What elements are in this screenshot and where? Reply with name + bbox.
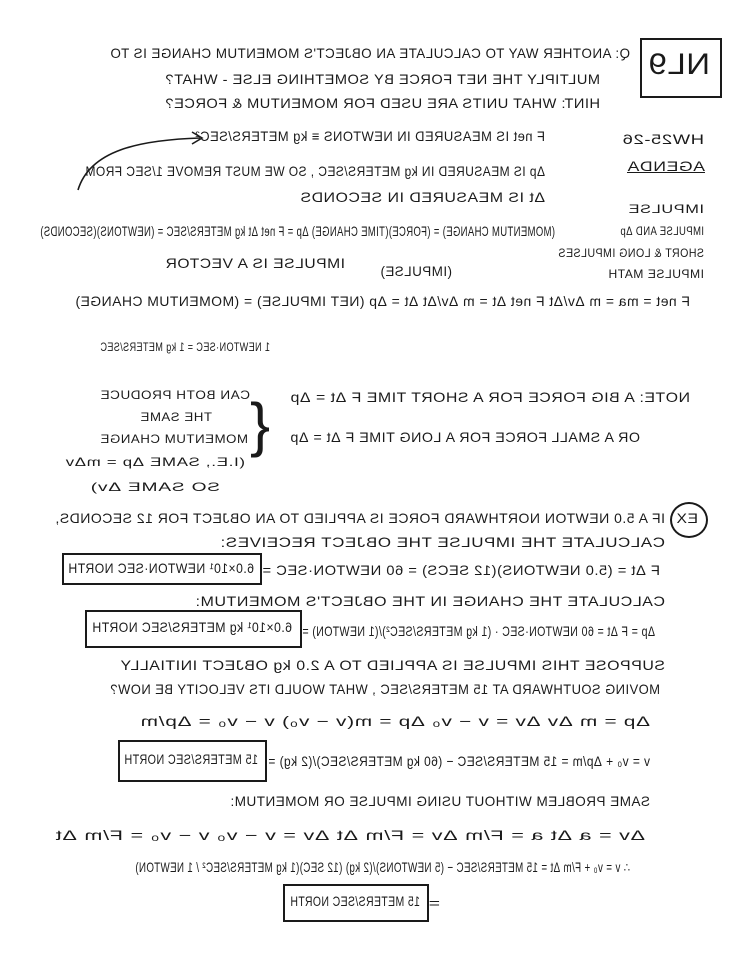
example-line: CALCULATE THE CHANGE IN THE OBJECT'S MOMENTUM: [195,593,665,609]
units-line: F net IS MEASURED IN NEWTONS ≡ kg METERS/SEC² [195,128,545,144]
impulse-label: (IMPULSE) [380,263,452,279]
ie-line: (I.E., SAME Δp = mΔv [65,455,245,469]
agenda-title: AGENDA [627,158,705,174]
note-line: NOTE: A BIG FORCE FOR A SHORT TIME F Δt = Δp [289,389,690,405]
lesson-code: NL9 [648,48,710,81]
impulse-equation: (MOMENTUM CHANGE) = (FORCE)(TIME CHANGE) Δp = F net Δt kg METERS/SEC = (NEWTONS)(SECONDS) [40,223,555,239]
unit-equivalence: 1 NEWTON·SEC = 1 kg METERS/SEC [100,340,270,354]
brace-line: THE SAME [140,410,212,424]
question-line: HINT: WHAT UNITS ARE USED FOR MOMENTUM & FORCE? [164,95,600,111]
agenda-item: IMPULSE MATH [608,267,704,281]
agenda-item: IMPULSE AND Δp [620,224,704,238]
example-line: Δp = m Δv Δv = v − v₀ Δp = m(v − v₀) v − v₀ = Δp/m [140,713,650,729]
example-line: IF A 5.0 NEWTON NORTHWARD FORCE IS APPLIED TO AN OBJECT FOR 12 SECONDS, [55,510,665,526]
question-line: MULTIPLY THE NET FORCE BY SOMETHING ELSE - WHAT? [165,71,600,87]
note-line: OR A SMALL FORCE FOR A LONG TIME F Δt = Δp [289,429,640,445]
example-line: MOVING SOUTHWARD AT 15 METERS/SEC , WHAT WOULD ITS VELOCITY BE NOW? [110,681,660,697]
example-line: ∴ v = v₀ + F/m Δt = 15 METERS/SEC − (5 NEWTONS)/(2 kg) (12 SEC)(1 kg METERS/SEC² / 1 NEWTON) [135,859,630,875]
brace-line: MOMENTUM CHANGE [100,432,248,446]
example-line: v = v₀ + Δp/m = 15 METERS/SEC − (60 kg METERS/SEC)/(2 kg) = [268,753,650,769]
example-badge: EX [676,510,698,526]
example-line: = [428,895,440,911]
example-line: Δp = F Δt = 60 NEWTON·SEC · (1 kg METERS/SEC²)/(1 NEWTON) = [302,623,655,639]
units-line: Δt IS MEASURED IN SECONDS [300,189,545,205]
example-line: SUPPOSE THIS IMPULSE IS APPLIED TO A 2.0 kg OBJECT INITIALLY [120,657,665,673]
question-line: Q: ANOTHER WAY TO CALCULATE AN OBJECT'S MOMENTUM CHANGE IS TO [110,45,630,61]
ie-line: SO SAME Δv) [90,480,220,494]
example-line: SAME PROBLEM WITHOUT USING IMPULSE OR MOMENTUM: [230,793,650,809]
answer: 6.0×10¹ kg METERS/SEC NORTH [92,619,292,635]
brace-icon: { [249,391,270,458]
homework-label: HW25-26 [622,131,704,147]
brace-line: CAN BOTH PRODUCE [100,388,250,402]
units-line: Δp IS MEASURED IN kg METERS/SEC , SO WE MUST REMOVE 1/SEC FROM [85,163,545,179]
agenda-item: IMPULSE [628,202,704,216]
answer: 15 METERS/SEC NORTH [290,893,420,909]
example-line: F Δt = (5.0 NEWTONS)(12 SECS) = 60 NEWTON·SEC = [262,562,660,578]
example-line: CALCULATE THE IMPULSE THE OBJECT RECEIVES: [220,534,665,550]
impulse-vector-note: IMPULSE IS A VECTOR [164,255,345,271]
agenda-item: SHORT & LONG IMPULSES [558,246,704,260]
answer: 6.0×10¹ NEWTON·SEC NORTH [68,560,254,576]
example-line: Δv = a Δt a = F/m Δv = F/m Δt Δv = v − v₀ v − v₀ = F/m Δt [55,827,645,843]
answer: 15 METERS/SEC NORTH [124,751,258,767]
derivation: F net = ma = m Δv/Δt F net Δt = m Δv/Δt Δt = Δp (NET IMPULSE) = (MOMENTUM CHANGE) [75,293,690,309]
